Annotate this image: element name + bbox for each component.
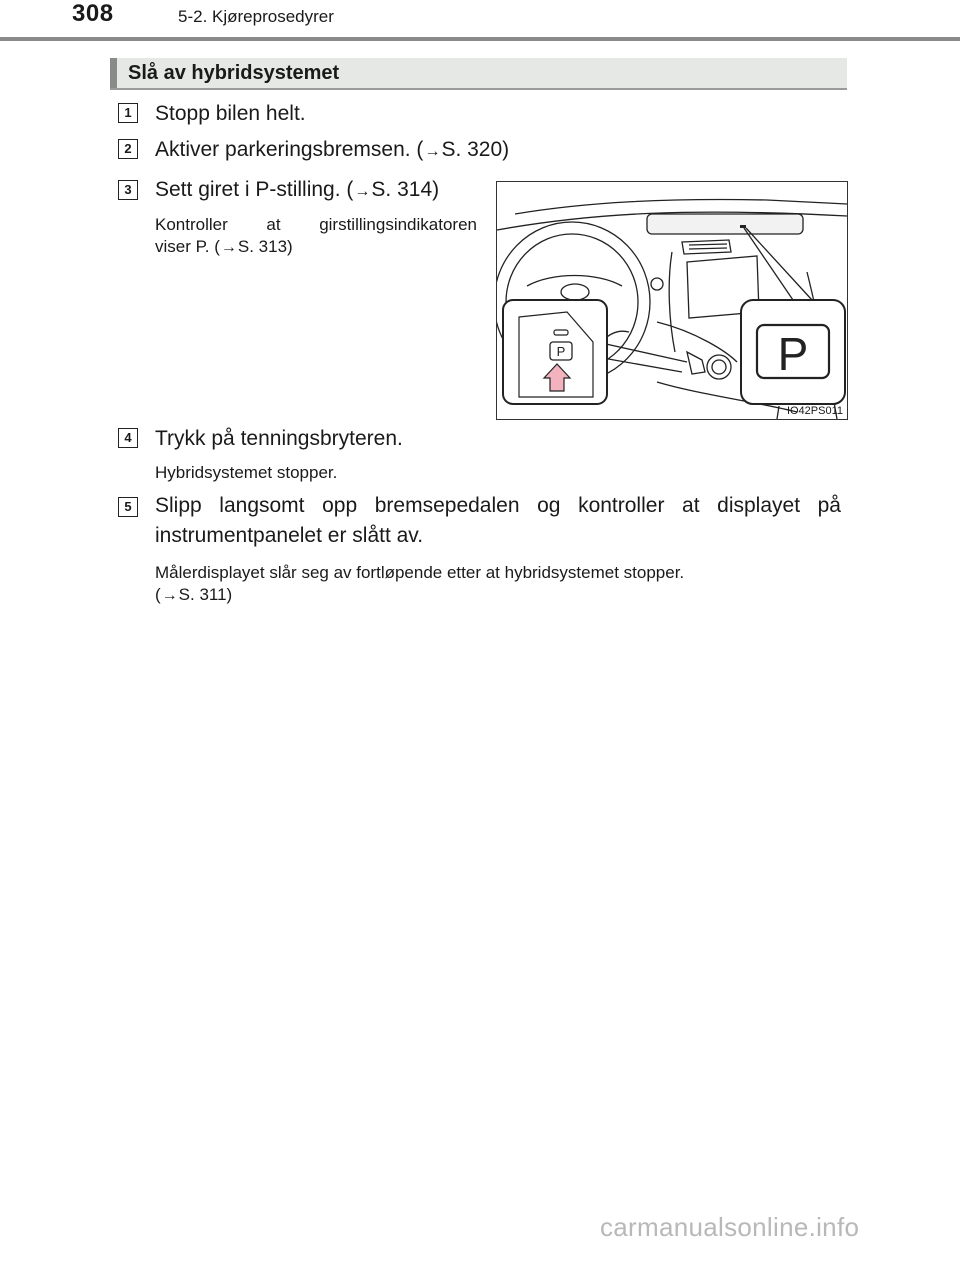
step-3-text-before: Sett giret i P-stilling. ( [155, 178, 354, 201]
step-number-3: 3 [118, 180, 138, 200]
section-accent [110, 58, 117, 88]
step-2-page-ref[interactable]: S. 320) [441, 138, 510, 161]
arrow-icon: → [220, 239, 237, 256]
arrow-icon: → [354, 183, 371, 200]
indicator-p-label: P [777, 328, 809, 380]
step-text-5 [155, 491, 841, 551]
step-text-3 [155, 175, 439, 207]
step-number-5: 5 [118, 497, 138, 517]
step-5-line2: instrumentpanelet er slått av. [155, 524, 424, 547]
arrow-icon: → [161, 587, 178, 604]
step-3-note [155, 214, 477, 259]
step-5-note-line1: Målerdisplayet slår seg av fortløpende etter at hybridsystemet stopper. [155, 563, 685, 582]
step-2-text-before: Aktiver parkeringsbremsen. ( [155, 138, 424, 161]
header-rule [0, 37, 960, 41]
step-5-note [155, 562, 684, 607]
step-text-2 [155, 135, 509, 167]
step-number-2: 2 [118, 139, 138, 159]
chapter-title: 5-2. Kjøreprosedyrer [178, 7, 334, 26]
step-4-note: Hybridsystemet stopper. [155, 463, 338, 482]
dashboard-illustration [497, 182, 847, 419]
watermark: carmanualsonline.info [600, 1212, 860, 1242]
step-3-page-ref[interactable]: S. 314) [371, 178, 440, 201]
step-3-note-line1: Kontroller at girstillingsindikatoren [155, 215, 477, 234]
arrow-icon: → [424, 143, 441, 160]
step-5-line1: Slipp langsomt opp bremsepedalen og kontroller at displayet på [155, 494, 841, 517]
section-heading [110, 58, 847, 90]
step-number-1: 1 [118, 103, 138, 123]
step-text-4: Trykk på tenningsbryteren. [155, 427, 403, 450]
page-number: 308 [72, 0, 114, 27]
step-5-note-page-ref[interactable]: S. 311) [178, 585, 233, 604]
step-text-1: Stopp bilen helt. [155, 102, 306, 125]
step-3-note-page-ref[interactable]: S. 313) [237, 237, 293, 256]
step-3-note-line2: viser P. (→S. 313) [155, 237, 293, 256]
step-number-4: 4 [118, 428, 138, 448]
shifter-p-label: P [556, 344, 566, 359]
section-title: Slå av hybridsystemet [128, 62, 340, 84]
figure-id: IO42PS011 [786, 405, 843, 417]
dashboard-figure [496, 181, 848, 420]
step-5-note-line2: (→S. 311) [155, 585, 233, 604]
